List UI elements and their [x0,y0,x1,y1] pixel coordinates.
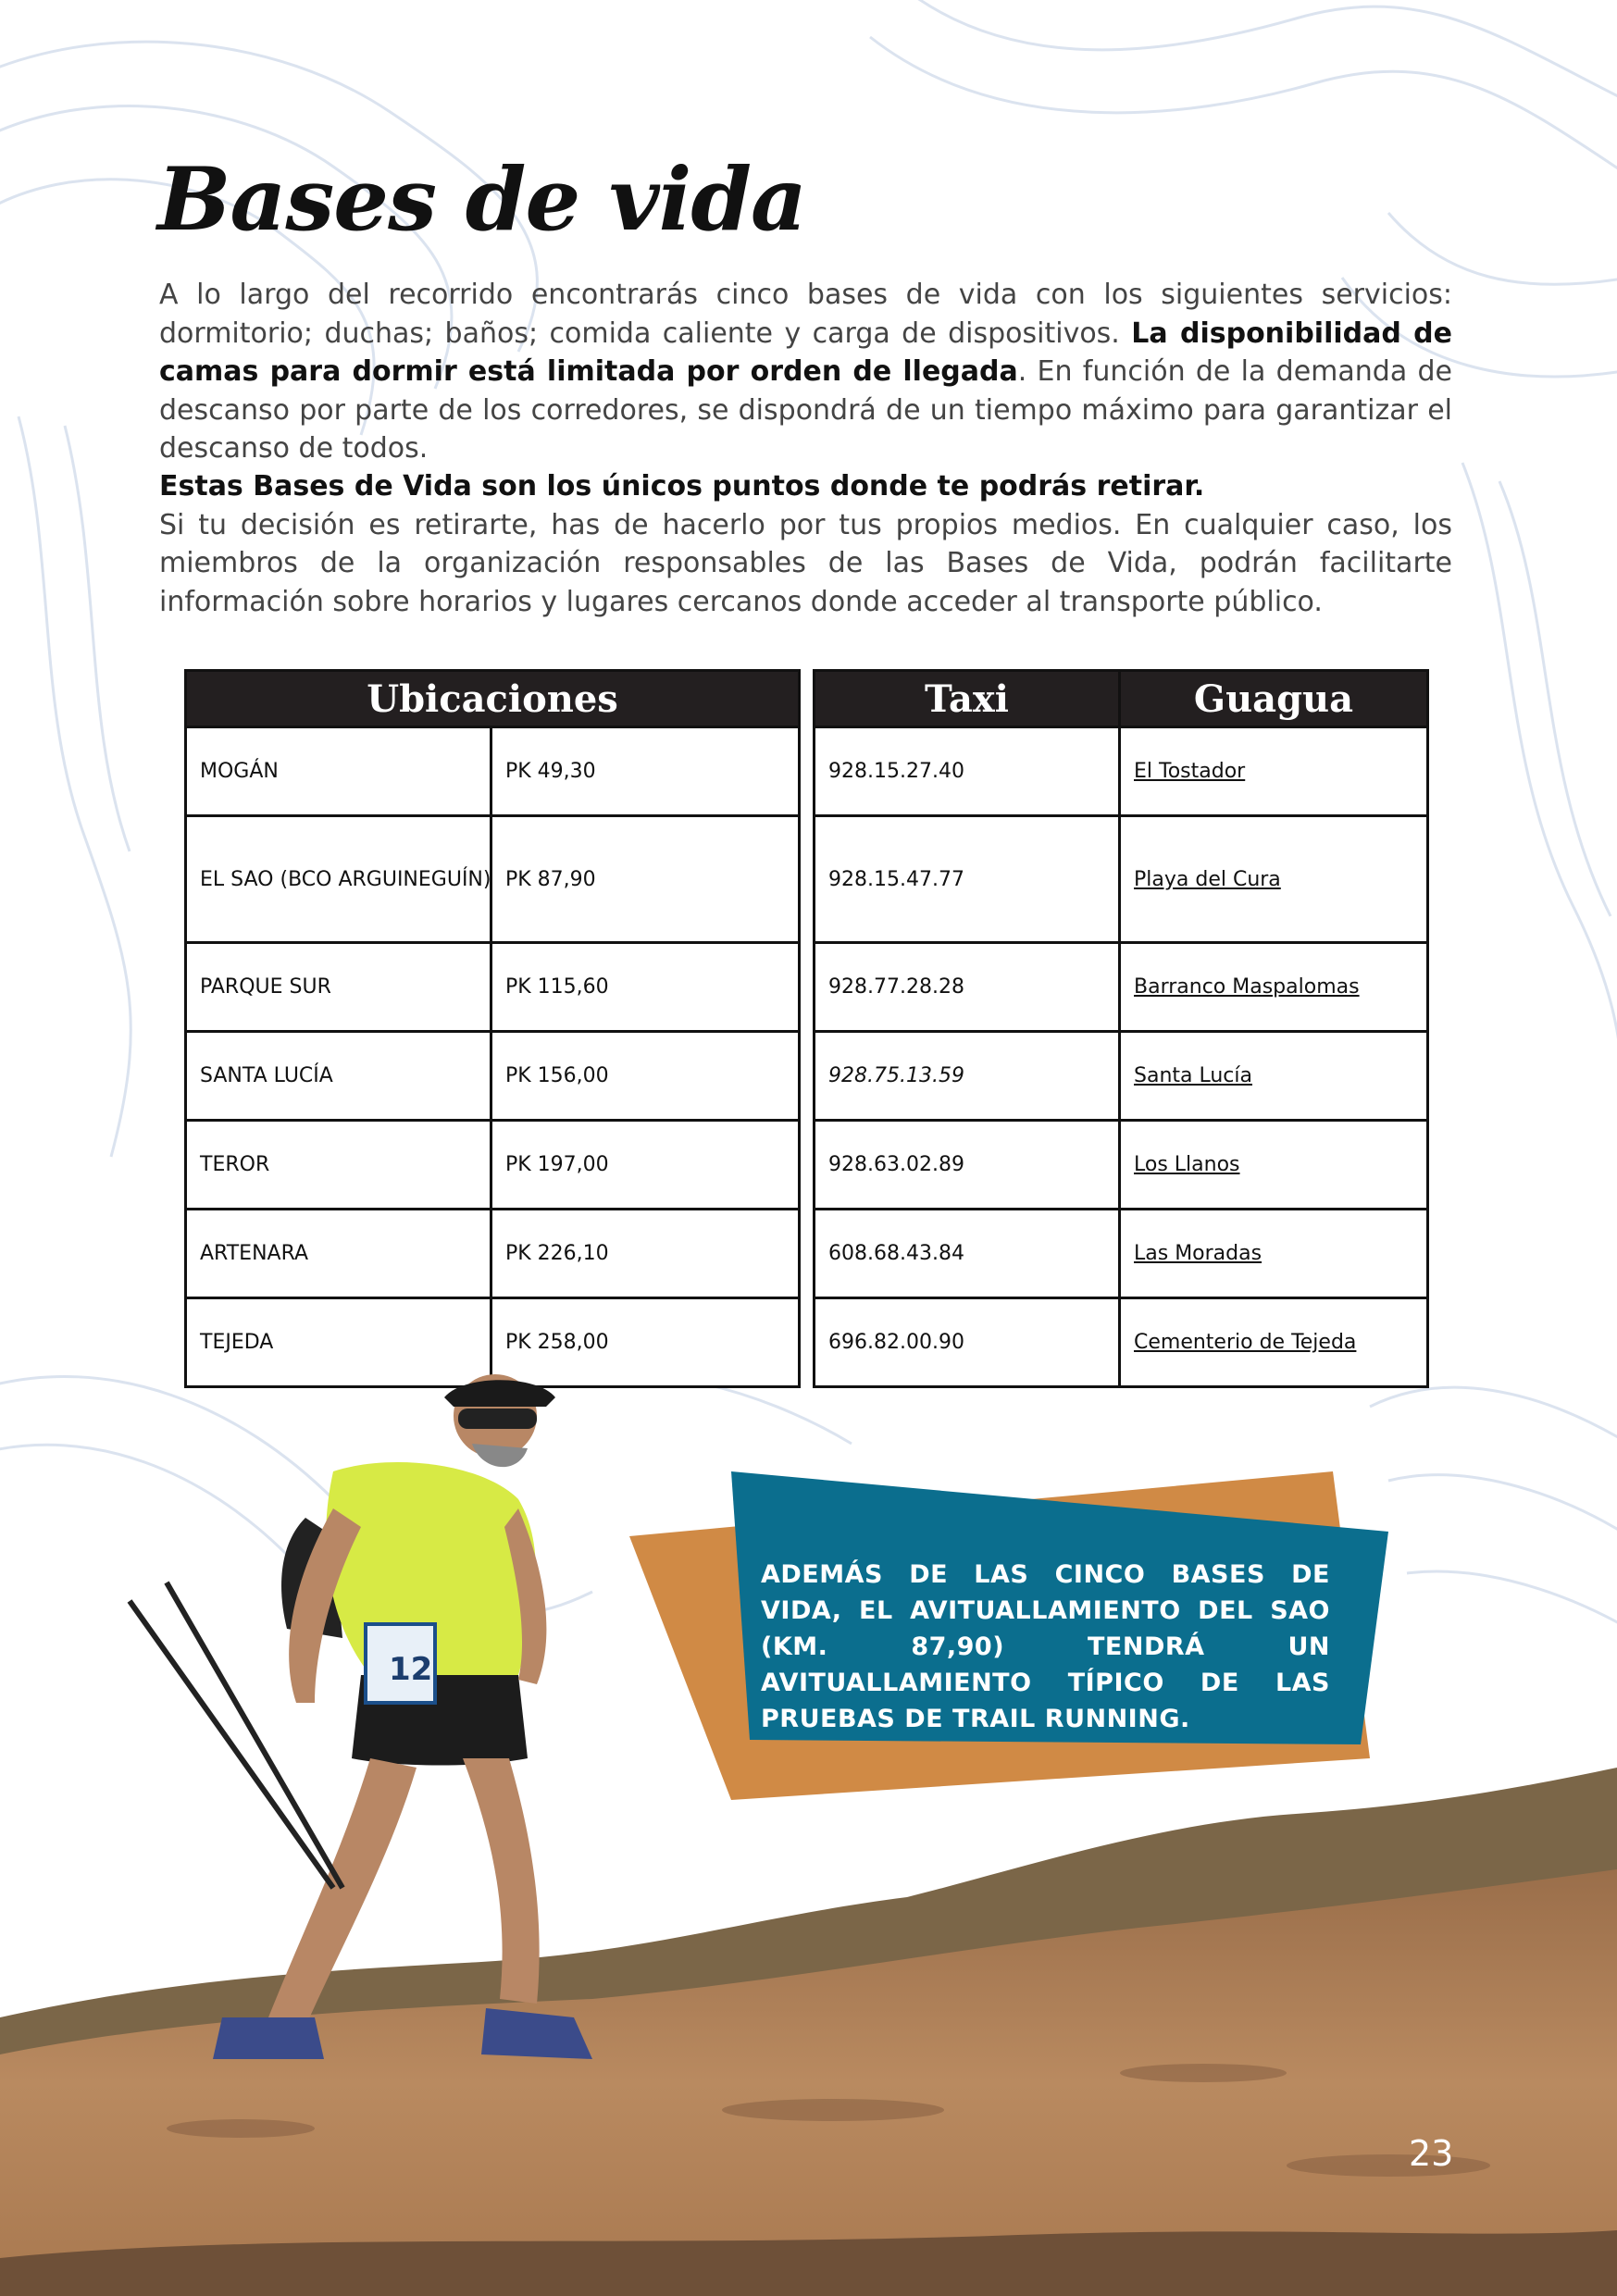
taxi-phone: 608.68.43.84 [815,1210,1120,1298]
location-name: MOGÁN [186,727,491,816]
withdrawal-paragraph [159,467,1452,621]
bus-header: Guagua [1120,671,1428,727]
location-pk: PK 115,60 [491,943,800,1032]
page-number: 23 [1409,2133,1454,2174]
bus-stop-link[interactable]: Las Moradas [1120,1210,1428,1298]
taxi-phone: 928.63.02.89 [815,1121,1120,1210]
withdrawal-text: Si tu decisión es retirarte, has de hacerlo por tus propios medios. En cualquier caso, los miembros de la organización responsables de las Bases de Vida, podrán facilitarte información sobre horarios y lugares cercanos donde acceder al transporte público. [159,508,1452,618]
location-name: PARQUE SUR [186,943,491,1032]
bib-number: 12 [389,1651,433,1688]
location-name: TEROR [186,1121,491,1210]
bus-stop-link[interactable]: Santa Lucía [1120,1032,1428,1121]
taxi-phone: 696.82.00.90 [815,1298,1120,1387]
location-pk: PK 156,00 [491,1032,800,1121]
table-row [815,1032,1428,1121]
table-row [186,943,800,1032]
withdrawal-lead: Estas Bases de Vida son los únicos puntos donde te podrás retirar. [159,470,1205,503]
taxi-header: Taxi [815,671,1120,727]
location-name: TEJEDA [186,1298,491,1387]
table-row [186,1032,800,1121]
location-name: SANTA LUCÍA [186,1032,491,1121]
table-row [186,816,800,943]
locations-header: Ubicaciones [186,671,800,727]
intro-paragraph [159,276,1452,468]
table-row [815,727,1428,816]
table-row [815,1121,1428,1210]
location-name: EL SAO (BCO ARGUINEGUÍN) [186,816,491,943]
taxi-phone: 928.15.27.40 [815,727,1120,816]
table-row [815,943,1428,1032]
bus-stop-link[interactable]: El Tostador [1120,727,1428,816]
location-pk: PK 226,10 [491,1210,800,1298]
bus-stop-link[interactable]: Cementerio de Tejeda [1120,1298,1428,1387]
location-name: ARTENARA [186,1210,491,1298]
table-row [815,1210,1428,1298]
runner-figure [130,1374,592,2059]
transport-table [813,669,1429,1388]
locations-table [184,669,801,1388]
taxi-phone: 928.75.13.59 [815,1032,1120,1121]
callout-text: ADEMÁS DE LAS CINCO BASES DE VIDA, EL AVITUALLAMIENTO DEL SAO (KM. 87,90) TENDRÁ UN AVITUALLAMIENTO TÍPICO DE LAS PRUEBAS DE TRAIL RUNNING. [761,1560,1330,1733]
location-pk: PK 258,00 [491,1298,800,1387]
intro-bold-text: La disponibilidad de camas para dormir está limitada por orden de llegada [159,316,1452,388]
taxi-phone: 928.15.47.77 [815,816,1120,943]
page-title: Bases de vida [157,149,806,251]
table-row [186,1210,800,1298]
location-pk: PK 197,00 [491,1121,800,1210]
table-row [815,816,1428,943]
location-pk: PK 87,90 [491,816,800,943]
intro-text-2: . En función de la demanda de descanso por parte de los corredores, se dispondrá de un tiempo máximo para garantizar el descanso de todos. [159,355,1452,465]
location-pk: PK 49,30 [491,727,800,816]
bus-stop-link[interactable]: Barranco Maspalomas [1120,943,1428,1032]
bus-stop-link[interactable]: Los Llanos [1120,1121,1428,1210]
intro-text-1: A lo largo del recorrido encontrarás cinco bases de vida con los siguientes servicios: dormitorio; duchas; baños; comida caliente y carga de dispositivos. [159,279,1452,350]
table-row [186,1121,800,1210]
table-row [186,727,800,816]
taxi-phone: 928.77.28.28 [815,943,1120,1032]
bus-stop-link[interactable]: Playa del Cura [1120,816,1428,943]
